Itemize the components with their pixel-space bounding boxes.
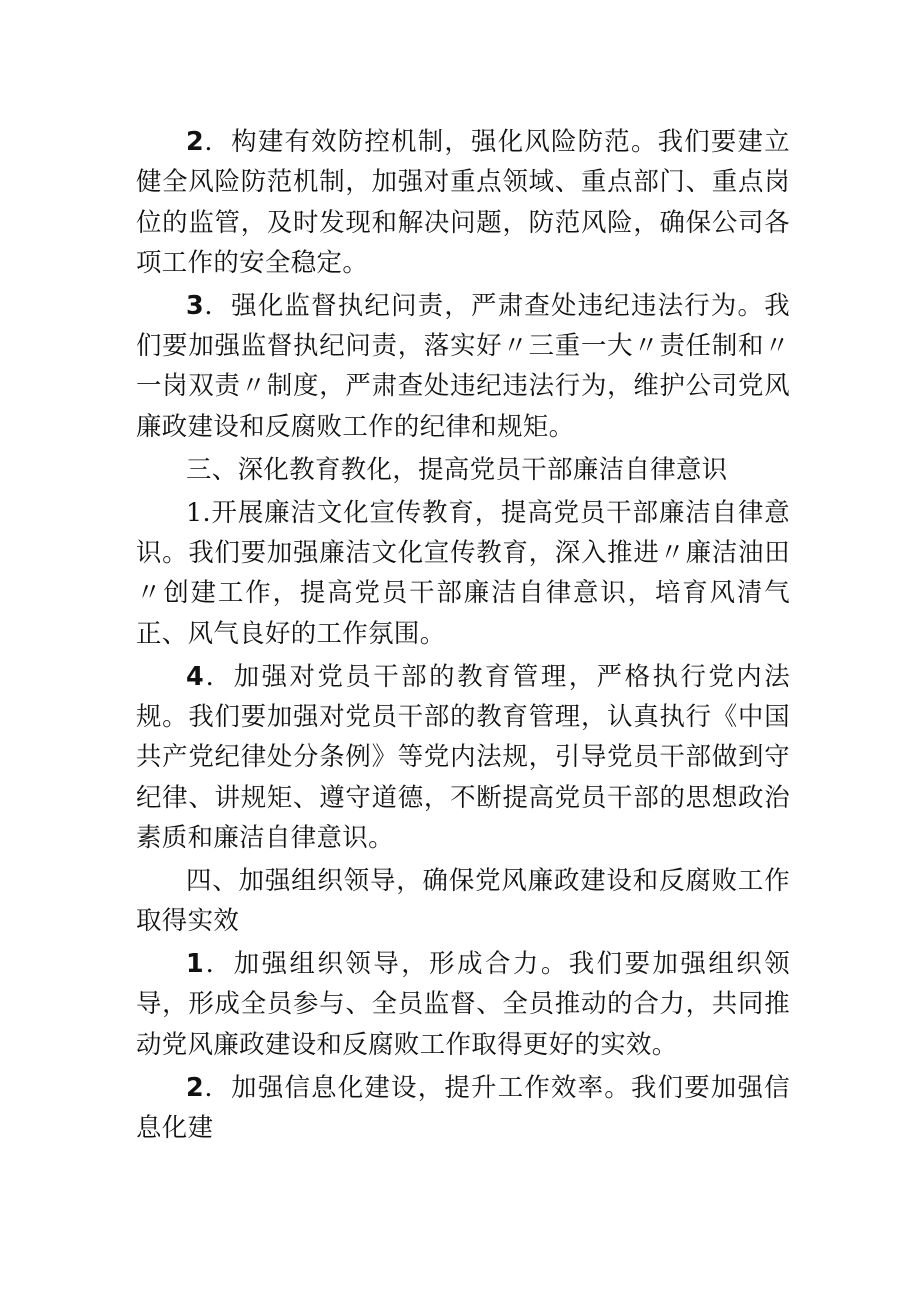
section-heading-leadership: [136, 860, 790, 941]
item-number: 4: [186, 660, 204, 691]
heading-text: 三、深化教育教化，提高党员干部廉洁自律意识: [186, 453, 728, 484]
section-heading-education: [136, 449, 790, 489]
item-number: 1: [186, 948, 204, 979]
item-number: 2: [186, 1071, 204, 1102]
paragraph-text: ．加强信息化建设，提升工作效率。我们要加强信息化建: [136, 1071, 790, 1142]
heading-text: 四、加强组织领导，确保党风廉政建设和反腐败工作取得实效: [136, 864, 790, 936]
paragraph-organizational-leadership: [136, 943, 790, 1064]
paragraph-text: ．加强对党员干部的教育管理，严格执行党内法规。我们要加强对党员干部的教育管理，认真执行《中国共产党纪律处分条例》等党内法规，引导党员干部做到守纪律、讲规矩、遵守道德，不断提高党员干部的思想政治素质和廉洁自律意识。: [136, 660, 790, 852]
paragraph-supervision-accountability: [136, 285, 790, 446]
item-number: 3: [186, 289, 204, 320]
paragraph-text: ．加强组织领导，形成合力。我们要加强组织领导，形成全员参与、全员监督、全员推动的合力，共同推动党风廉政建设和反腐败工作取得更好的实效。: [136, 948, 790, 1059]
paragraph-risk-prevention: [136, 121, 790, 282]
paragraph-text: ．强化监督执纪问责，严肃查处违纪违法行为。我们要加强监督执纪问责，落实好〃三重一大〃责任制和〃一岗双责〃制度，严肃查处违纪违法行为，维护公司党风廉政建设和反腐败工作的纪律和规矩。: [136, 289, 790, 441]
paragraph-text: 1.开展廉洁文化宣传教育，提高党员干部廉洁自律意识。我们要加强廉洁文化宣传教育，深入推进〃廉洁油田〃创建工作，提高党员干部廉洁自律意识，培育风清气正、风气良好的工作氛围。: [136, 496, 790, 648]
document-body: [136, 121, 790, 1147]
paragraph-text: ．构建有效防控机制，强化风险防范。我们要建立健全风险防范机制，加强对重点领域、重点部门、重点岗位的监管，及时发现和解决问题，防范风险，确保公司各项工作的安全稳定。: [136, 126, 790, 277]
paragraph-integrity-culture: [136, 492, 790, 653]
paragraph-cadre-management: [136, 656, 790, 857]
paragraph-informatization: [136, 1067, 790, 1148]
item-number: 2: [186, 126, 204, 156]
